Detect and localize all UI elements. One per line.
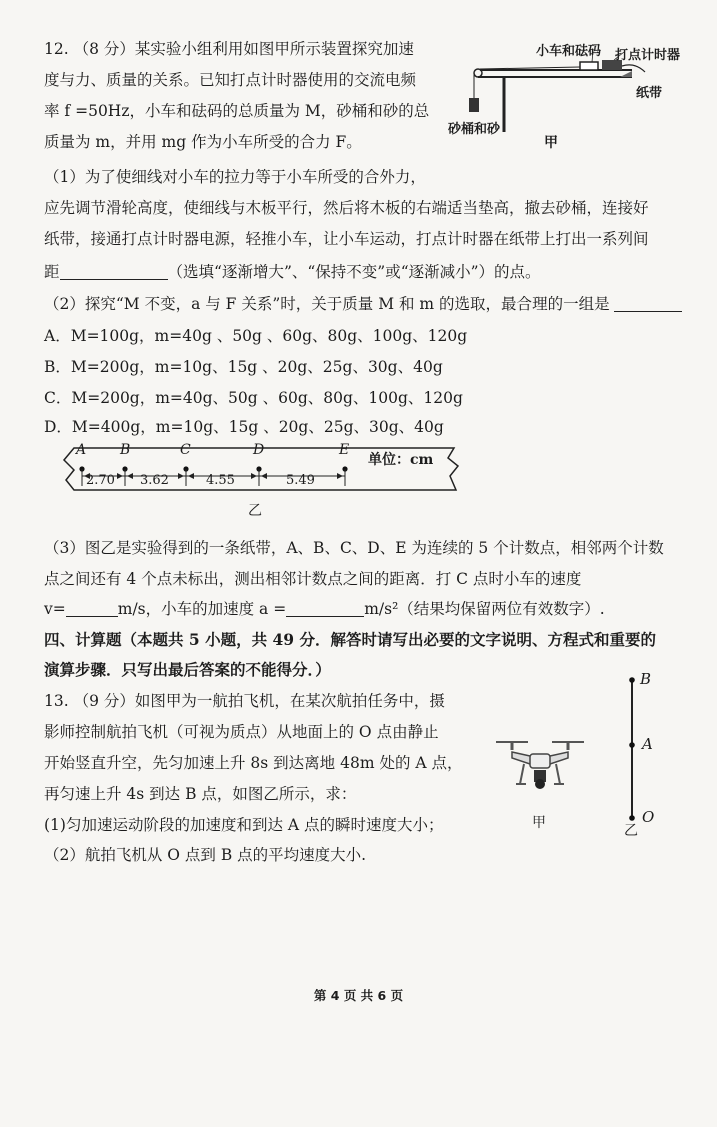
q13-line-1: 13. （9 分）如图甲为一航拍飞机，在某次航拍任务中，摄 [44,692,445,710]
q12-line-3: 率 f =50Hz，小车和砝码的总质量为 M，砂桶和砂的总 [44,102,430,120]
vertical-path-diagram [610,670,670,840]
q13-line-3: 开始竖直升空，先匀加速上升 8s 到达离地 48m 处的 A 点， [44,754,463,772]
label-timer: 打点计时器 [615,48,681,63]
point-label-a: A [76,442,87,458]
option-a: A．M=100g，m=40g 、50g 、60g、80g、100g、120g [44,327,468,345]
point-b-dot [629,677,635,683]
point-label-c: C [180,442,191,458]
option-d: D．M=400g，m=10g、15g 、20g、25g、30g、40g [44,418,444,436]
q12-part2-text: （2）探究“M 不变，a 与 F 关系”时，关于质量 M 和 m 的选取，最合理的一组是 [44,295,610,313]
page-number: 第 4 页 共 6 页 [313,988,404,1003]
label-point-o: O [642,808,655,826]
drone-figure [490,732,590,832]
point-label-b: B [120,442,131,458]
label-tape: 纸带 [636,86,663,101]
apparatus-figure [440,38,680,153]
q13-line-6: （2）航拍飞机从 O 点到 B 点的平均速度大小. [44,846,367,864]
q12-line-5: （1）为了使细线对小车的拉力等于小车所受的合外力， [44,168,426,186]
q12-line-7: 纸带，接通打点计时器电源，轻推小车，让小车运动，打点计时器在纸带上打出一系列间 [44,230,649,248]
q12-line-8-suffix: （选填“逐渐增大”、“保持不变”或“逐渐减小”）的点。 [167,263,541,281]
point-a-dot [629,742,635,748]
v-prefix: v= [44,600,66,618]
distance-de: 5.49 [286,473,315,488]
paper-tape-figure [62,440,462,520]
distance-cd: 4.55 [206,473,235,488]
q12-line-2: 度与力、质量的关系。已知打点计时器使用的交流电频 [44,71,417,89]
label-car-weights: 小车和砝码 [536,44,602,59]
section-4-heading-2: 演算步骤．只写出最后答案的不能得分．） [44,660,331,679]
point-label-e: E [339,442,350,458]
option-b: B．M=200g，m=10g、15g 、20g、25g、30g、40g [44,358,443,376]
q12-line-8-prefix: 距 [44,263,60,281]
label-point-a: A [642,735,653,753]
v-unit-text: m/s，小车的加速度 a = [117,600,287,618]
option-c: C．M=200g，m=40g、50g 、60g、80g、100g、120g [44,389,463,407]
height-caption-yi: 乙 [624,823,638,839]
drone-icon [490,732,590,812]
q12-line-6: 应先调节滑轮高度，使细线与木板平行，然后将木板的右端适当垫高，撤去砂桶，连接好 [44,199,649,217]
distance-bc: 3.62 [140,473,169,488]
figure-caption-yi: 乙 [248,503,262,519]
car-icon [580,62,598,70]
q12-part3-line-3 [44,599,605,619]
answer-blank-1[interactable] [60,263,168,280]
q12-part2 [44,294,682,314]
label-bucket-sand: 砂桶和砂 [448,122,501,137]
drone-caption-jia: 甲 [532,815,546,831]
label-point-b: B [640,670,652,688]
a-unit-text: m/s²（结果均保留两位有效数字）. [364,600,605,618]
q13-line-4: 再匀速上升 4s 到达 B 点，如图乙所示，求： [44,785,357,803]
distance-ab: 2.70 [86,473,115,488]
answer-blank-acceleration[interactable] [286,600,364,617]
figure-caption-jia: 甲 [544,135,558,151]
bucket-icon [469,98,479,112]
q13-line-5: (1)匀加速运动阶段的加速度和到达 A 点的瞬时速度大小； [44,816,444,834]
tape-unit: 单位：cm [368,452,434,468]
q12-part3-line-1: （3）图乙是实验得到的一条纸带，A、B、C、D、E 为连续的 5 个计数点，相邻两个计数 [44,539,664,557]
height-figure [610,670,670,840]
q12-line-8 [44,262,541,282]
pulley-icon [474,69,482,77]
q12-line-4: 质量为 m，并用 mg 作为小车所受的合力 F。 [44,133,362,151]
point-label-d: D [253,442,265,458]
q12-part3-line-2: 点之间还有 4 个点未标出，测出相邻计数点之间的距离．打 C 点时小车的速度 [44,570,582,588]
section-4-heading-1: 四、计算题（本题共 5 小题，共 49 分．解答时请写出必要的文字说明、方程式和重要的 [44,630,656,649]
string [480,67,580,69]
answer-blank-2[interactable] [614,295,682,312]
answer-blank-velocity[interactable] [66,600,118,617]
q13-line-2: 影师控制航拍飞机（可视为质点）从地面上的 O 点由静止 [44,723,439,741]
q12-line-1: 12. （8 分）某实验小组利用如图甲所示装置探究加速 [44,40,414,58]
